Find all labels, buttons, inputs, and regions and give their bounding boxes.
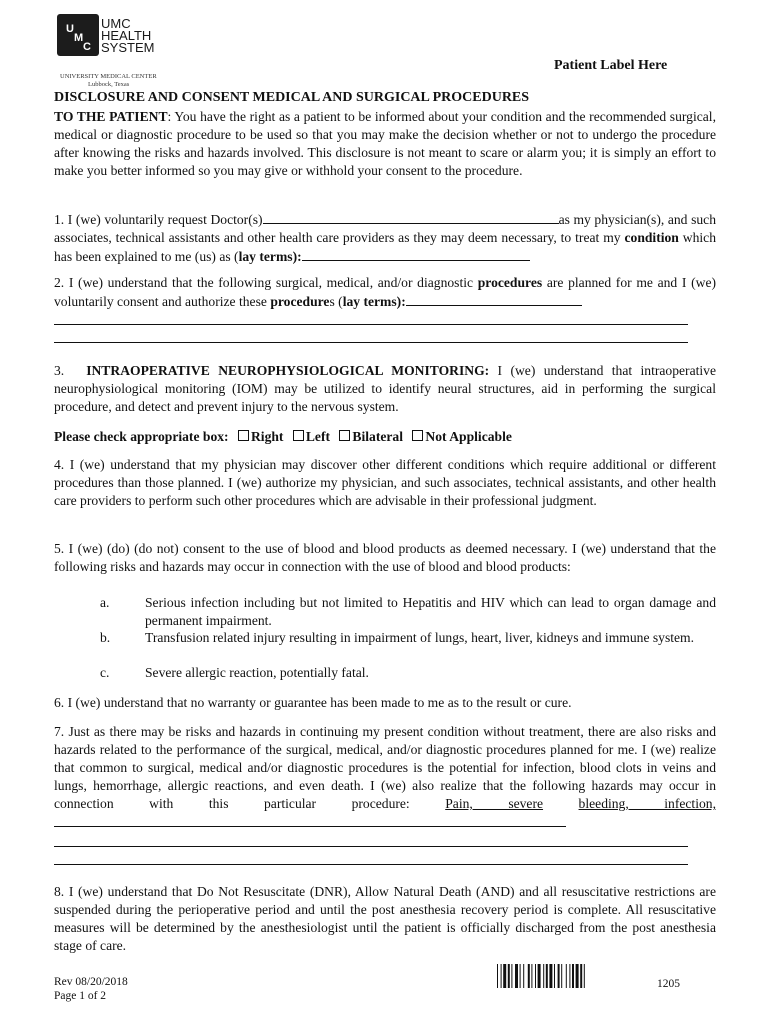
barcode-bar [554, 964, 555, 988]
barcode-bar [497, 964, 498, 988]
barcode-bar [546, 964, 548, 988]
hazards-line-3[interactable] [54, 864, 688, 865]
procedure-lay-terms-field[interactable] [406, 292, 582, 306]
checkbox-right[interactable] [238, 430, 249, 441]
intro-paragraph: TO THE PATIENT: You have the right as a patient to be informed about your condition and the recommended surgical, medical or diagnostic procedure to be used so that you may make the decision whether or not to undergo the procedure after knowing the risks and hazards involved. This disclosure is not meant to scare or alarm you; it is simply an effort to make you better informed so you may give or withhold your consent to the procedure. [54, 109, 716, 178]
item-3-paragraph: 3. INTRAOPERATIVE NEUROPHYSIOLOGICAL MONITORING: I (we) understand that intraoperative neurophysiological monitoring (IOM) may be utilized to identify neural structures, aid in performing the surgical procedure, and detect and prevent injury to the nervous system. [54, 363, 716, 414]
hazards-field-filled-1[interactable]: Pain, severe [445, 796, 544, 811]
barcode-bar [561, 964, 562, 988]
barcode-bar [572, 964, 574, 988]
barcode-bar [531, 964, 532, 988]
barcode-bar [535, 964, 536, 988]
umc-logo-mark: U M C [57, 14, 99, 56]
logo-subtitle: UNIVERSITY MEDICAL CENTER Lubbock, Texas [60, 73, 157, 88]
doctor-name-field[interactable] [263, 210, 559, 224]
barcode-bar [523, 964, 524, 988]
item-8-paragraph: 8. I (we) understand that Do Not Resuscitate (DNR), Allow Natural Death (AND) and all resuscitative restrictions are suspended during the perioperative period and until the post anesthesia recovery period is complete. All resuscitative measures will be determined by the anesthesiologist until the patient is officially discharged from the post anesthesia stage of care. [54, 884, 716, 953]
checkbox-bilateral[interactable] [339, 430, 350, 441]
hazards-field-line-1[interactable] [54, 813, 566, 827]
document-title: DISCLOSURE AND CONSENT MEDICAL AND SURGICAL PROCEDURES [54, 90, 530, 105]
item-4-paragraph: 4. I (we) understand that my physician may discover other different conditions which require additional or different procedures than those planned. I (we) authorize my physician, and such associates, technical assistants, and other health care providers to perform such other procedures which are advisable in their professional judgment. [54, 457, 716, 508]
barcode [497, 964, 639, 988]
barcode-bar [543, 964, 544, 988]
item-6-paragraph: 6. I (we) understand that no warranty or guarantee has been made to me as to the result or cure. [54, 695, 572, 710]
barcode-bar [558, 964, 560, 988]
barcode-bar [515, 964, 518, 988]
procedure-line-3[interactable] [54, 342, 688, 343]
barcode-bar [569, 964, 570, 988]
barcode-bar [508, 964, 510, 988]
footer-revision: Rev 08/20/2018 Page 1 of 2 [54, 976, 128, 1002]
condition-lay-terms-field[interactable] [302, 247, 530, 261]
barcode-bar [566, 964, 567, 988]
barcode-bar [528, 964, 530, 988]
barcode-bar [549, 964, 552, 988]
barcode-bar [584, 964, 585, 988]
hazards-field-filled-2[interactable]: bleeding, infection, [578, 796, 716, 811]
blood-risks-list: a. Serious infection including but not limited to Hepatitis and HIV which can lead to organ damage and permanent impairment. b. Transfusion related injury resulting in impairment of lungs, heart, liver, kidneys and immune system. c. Severe allergic reaction, potentially fatal. [100, 595, 716, 680]
form-number: 1205 [657, 978, 680, 990]
item-7-paragraph: 7. Just as there may be risks and hazards in continuing my present condition without treatment, there are also risks and hazards related to the performance of the surgical, medical, and/or diagnostic procedures planned for me. I (we) realize that common to surgical, medical and/or diagnostic procedures is the potential for infection, blood clots in veins and lungs, hemorrhage, allergic reactions, and even death. I (we) also realize that the following hazards may occur in connection with this particular procedure: Pain, severe bleeding, infection, [54, 723, 716, 832]
item-1-paragraph: 1. I (we) voluntarily request Doctor(s) as my physician(s), and such associates, technical assistants and other health care providers as they may deem necessary, to treat my condition which has been explained to me (us) as (lay terms): [54, 212, 717, 264]
checkbox-left[interactable] [293, 430, 304, 441]
barcode-bar [580, 964, 582, 988]
barcode-bar [538, 964, 541, 988]
umc-logo [57, 14, 177, 94]
logo-wordmark: UMC HEALTH SYSTEM [101, 16, 155, 55]
patient-label-area[interactable]: Patient Label Here [554, 58, 668, 73]
procedure-line-2[interactable] [54, 324, 688, 325]
barcode-bar [520, 964, 521, 988]
laterality-checkbox-row: Please check appropriate box: Right Left Bilateral Not Applicable [54, 429, 512, 444]
checkbox-not-applicable[interactable] [412, 430, 423, 441]
barcode-bar [576, 964, 579, 988]
barcode-bar [511, 964, 512, 988]
item-5-paragraph: 5. I (we) (do) (do not) consent to the use of blood and blood products as deemed necessary. I (we) understand that the following risks and hazards may occur in connection with the use of blood and blood products: [54, 541, 716, 574]
item-2-paragraph: 2. I (we) understand that the following surgical, medical, and/or diagnostic procedures are planned for me and I (we) voluntarily consent and authorize these procedures (lay terms): [54, 275, 717, 309]
hazards-line-2[interactable] [54, 846, 688, 847]
barcode-bar [503, 964, 506, 988]
barcode-bar [501, 964, 502, 988]
